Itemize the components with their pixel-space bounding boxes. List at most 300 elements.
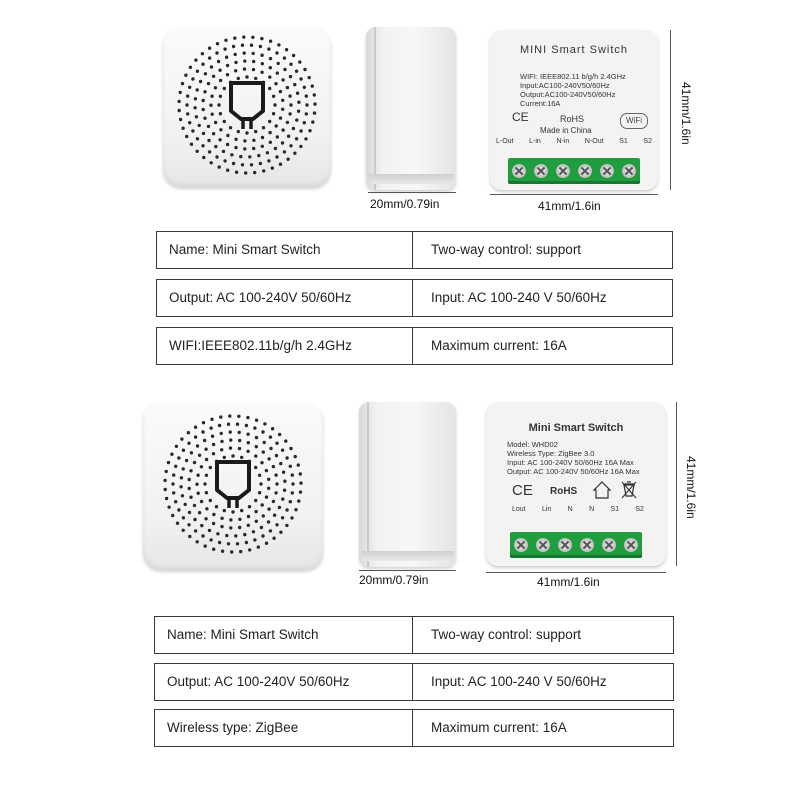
terminal-label: S2 [643,138,652,145]
speaker-hole [194,58,197,61]
speaker-hole [252,60,255,63]
speaker-hole [243,533,246,536]
speaker-hole [272,537,275,540]
speaker-dots-pattern [163,27,331,187]
speaker-hole [296,92,299,95]
speaker-hole [308,76,311,79]
speaker-hole [313,93,316,96]
speaker-hole [164,488,167,491]
screw-icon [558,538,572,552]
speaker-hole [305,112,308,115]
speaker-hole [196,444,199,447]
speaker-hole [268,87,271,90]
speaker-hole [214,121,217,124]
speaker-hole [285,456,288,459]
speaker-hole [202,156,205,159]
speaker-hole [185,459,188,462]
speaker-hole [229,430,232,433]
speaker-hole [230,550,233,553]
speaker-hole [198,124,201,127]
speaker-hole [235,171,238,174]
speaker-hole [269,66,272,69]
speaker-hole [205,474,208,477]
speaker-hole [204,517,207,520]
terminal-label: N [567,506,573,513]
speaker-hole [268,120,271,123]
speaker-hole [243,139,246,142]
speaker-hole [191,77,194,80]
speaker-hole [207,139,210,142]
speaker-hole [259,162,262,165]
speaker-hole [234,534,237,537]
screw-icon [536,538,550,552]
speaker-hole [236,423,239,426]
speaker-hole [261,136,264,139]
spec-cell: Input: AC 100-240 V 50/60Hz [412,663,674,701]
speaker-hole [174,465,177,468]
spec-cell: Two-way control: support [412,231,673,269]
speaker-hole [276,135,279,138]
speaker-hole [275,482,278,485]
speaker-hole [261,503,264,506]
speaker-hole [201,52,204,55]
speaker-hole [229,126,232,129]
house-icon [592,480,612,500]
speaker-hole [299,77,302,80]
speaker-hole [179,485,182,488]
speaker-hole [180,437,183,440]
speaker-hole [229,446,232,449]
screw-icon [602,538,616,552]
spec-cell: Output: AC 100-240V 50/60Hz [156,279,413,317]
speaker-hole [226,169,229,172]
speaker-hole [177,508,180,511]
speaker-hole [210,161,213,164]
speaker-hole [245,424,248,427]
speaker-hole [218,165,221,168]
speaker-hole [311,84,314,87]
speaker-hole [266,151,269,154]
speaker-hole [193,106,196,109]
speaker-hole [305,94,308,97]
speaker-hole [248,548,251,551]
speaker-hole [255,520,258,523]
speaker-hole [274,82,277,85]
back-label-specs: Model: WHD02 Wireless Type: ZigBee 3.0 Input: AC 100-240V 50/60Hz 16A Max Output: AC 100-240V 50/60Hz 16A Max [507,440,640,476]
speaker-hole [219,128,222,131]
speaker-hole [227,542,230,545]
speaker-hole [272,500,275,503]
speaker-hole [272,95,275,98]
speaker-hole [281,516,284,519]
speaker-hole [220,525,223,528]
speaker-hole [267,487,270,490]
speaker-hole [218,541,221,544]
speaker-hole [298,60,301,63]
speaker-hole [200,500,203,503]
speaker-hole [233,36,236,39]
speaker-hole [261,62,264,65]
speaker-hole [243,51,246,54]
speaker-hole [215,505,218,508]
speaker-hole [189,469,192,472]
speaker-hole [188,511,191,514]
spec-cell: Wireless type: ZigBee [154,709,413,747]
speaker-hole [198,454,201,457]
speaker-hole [268,75,271,78]
speaker-hole [214,145,217,148]
device-side-view [366,27,456,190]
back-label-title: Mini Smart Switch [528,422,624,434]
terminal-label: S1 [610,506,620,513]
speaker-hole [227,423,230,426]
speaker-hole [289,447,292,450]
device-back-view [490,30,658,190]
speaker-hole [202,132,205,135]
speaker-hole [273,103,276,106]
speaker-hole [209,426,212,429]
speaker-hole [265,495,268,498]
speaker-hole [308,129,311,132]
ce-mark: CE [512,482,533,499]
speaker-hole [248,155,251,158]
speaker-hole [289,103,292,106]
speaker-hole [247,524,250,527]
speaker-hole [197,492,200,495]
speaker-hole [267,520,270,523]
speaker-hole [231,510,234,513]
speaker-hole [277,62,280,65]
speaker-hole [283,489,286,492]
speaker-hole [267,507,270,510]
speaker-hole [223,456,226,459]
speaker-hole [260,37,263,40]
speaker-hole [234,53,237,56]
terminal-label: S1 [619,138,628,145]
speaker-hole [279,116,282,119]
speaker-hole [263,422,266,425]
speaker-hole [215,155,218,158]
speaker-hole [212,548,215,551]
speaker-hole [229,518,232,521]
speaker-hole [230,153,233,156]
speaker-hole [292,54,295,57]
speaker-hole [223,87,226,90]
speaker-hole [281,108,284,111]
speaker-hole [212,132,215,135]
speaker-hole [188,535,191,538]
speaker-hole [275,523,278,526]
speaker-hole [244,171,247,174]
speaker-hole [245,131,248,134]
speaker-hole [294,508,297,511]
speaker-hole [246,433,249,436]
speaker-hole [258,474,261,477]
speaker-hole [175,445,178,448]
speaker-hole [242,35,245,38]
speaker-hole [261,534,264,537]
speaker-hole [299,490,302,493]
speaker-hole [195,115,198,118]
speaker-hole [289,500,292,503]
speaker-hole [259,45,262,48]
speaker-hole [204,72,207,75]
screw-icon [600,164,614,178]
speaker-hole [194,529,197,532]
speaker-hole [279,462,282,465]
speaker-hole [205,491,208,494]
speaker-hole [299,472,302,475]
speaker-hole [238,439,241,442]
speaker-hole [238,526,241,529]
speaker-hole [209,466,212,469]
speaker-hole [275,51,278,54]
speaker-hole [202,99,205,102]
device-back-view [486,402,666,566]
speaker-hole [208,150,211,153]
speaker-hole [182,449,185,452]
speaker-hole [181,127,184,130]
terminal-labels [512,506,644,513]
height-dimension: 41mm/1.6in [679,82,693,145]
speaker-hole [259,482,262,485]
speaker-hole [250,163,253,166]
terminal-block [508,158,640,184]
speaker-hole [267,457,270,460]
speaker-hole [226,73,229,76]
speaker-hole [212,75,215,78]
speaker-hole [297,110,300,113]
device-side-view [359,402,456,567]
speaker-hole [291,473,294,476]
speaker-hole [287,135,290,138]
speaker-hole [177,100,180,103]
speaker-hole [273,514,276,517]
speaker-hole [254,130,257,133]
speaker-hole [190,143,193,146]
speaker-hole [187,442,190,445]
speaker-hole [171,482,174,485]
speaker-hole [193,518,196,521]
speaker-hole [205,458,208,461]
speaker-hole [182,467,185,470]
speaker-hole [185,135,188,138]
speaker-hole [252,530,255,533]
speaker-hole [294,455,297,458]
speaker-hole [313,102,316,105]
speaker-hole [201,430,204,433]
speaker-hole [209,538,212,541]
wifi-badge-icon: WiFi [620,113,648,129]
speaker-hole [289,144,292,147]
speaker-hole [258,491,261,494]
speaker-hole [186,94,189,97]
speaker-hole [254,454,257,457]
spec-cell: Maximum current: 16A [412,327,673,365]
speaker-hole [286,86,289,89]
ce-mark: CE [512,110,529,124]
speaker-hole [299,145,302,148]
speaker-hole [193,504,196,507]
speaker-hole [241,163,244,166]
speaker-hole [263,441,266,444]
speaker-hole [268,131,271,134]
screw-icon [556,164,570,178]
height-dimension: 41mm/1.6in [684,456,698,519]
screw-icon [534,164,548,178]
speaker-hole [275,124,278,127]
speaker-hole [174,500,177,503]
speaker-hole [202,421,205,424]
speaker-hole [260,461,263,464]
speaker-hole [246,450,249,453]
spec-cell: Two-way control: support [412,616,674,654]
speaker-hole [281,99,284,102]
speaker-hole [163,479,166,482]
made-in-label: Made in China [540,126,592,135]
speaker-hole [237,415,240,418]
speaker-hole [223,47,226,50]
screw-icon [624,538,638,552]
speaker-hole [245,541,248,544]
speaker-hole [204,448,207,451]
speaker-hole [293,83,296,86]
speaker-hole [286,158,289,161]
speaker-hole [180,476,183,479]
speaker-hole [208,529,211,532]
terminal-label: L-in [529,138,541,145]
speaker-hole [234,146,237,149]
speaker-hole [219,79,222,82]
rohs-mark: RoHS [560,114,585,124]
speaker-hole [179,91,182,94]
speaker-hole [274,473,277,476]
speaker-hole [295,70,298,73]
speaker-hole [232,45,235,48]
speaker-hole [208,47,211,50]
speaker-hole [276,71,279,74]
speaker-hole [201,144,204,147]
speaker-hole [207,82,210,85]
speaker-hole [289,465,292,468]
speaker-hole [196,137,199,140]
speaker-hole [303,86,306,89]
terminal-label: L-Out [496,138,514,145]
spec-cell: Input: AC 100-240 V 50/60Hz [412,279,673,317]
speaker-hole [260,54,263,57]
speaker-hole [177,456,180,459]
screw-icon [512,164,526,178]
speaker-hole [234,138,237,141]
speaker-hole [288,94,291,97]
speaker-hole [269,447,272,450]
speaker-hole [216,532,219,535]
speaker-hole [196,150,199,153]
speaker-hole [275,442,278,445]
speaker-hole [281,128,284,131]
terminal-label: Lout [512,506,526,513]
speaker-hole [257,545,260,548]
speaker-hole [216,42,219,45]
speaker-hole [265,469,268,472]
speaker-hole [200,524,203,527]
speaker-hole [221,550,224,553]
speaker-hole [232,162,235,165]
speaker-hole [252,52,255,55]
speaker-hole [289,75,292,78]
speaker-hole [191,129,194,132]
speaker-hole [253,538,256,541]
speaker-hole [299,129,302,132]
speaker-hole [288,112,291,115]
speaker-hole [231,454,234,457]
speaker-hole [283,480,286,483]
speaker-hole [181,494,184,497]
speaker-hole [211,113,214,116]
speaker-hole [251,36,254,39]
speaker-hole [267,47,270,50]
speaker-hole [279,163,282,166]
speaker-hole [279,90,282,93]
speaker-hole [283,150,286,153]
speaker-hole [254,510,257,513]
speaker-hole [218,138,221,141]
speaker-hole [167,506,170,509]
screw-icon [578,164,592,178]
spec-cell: Output: AC 100-240V 50/60Hz [154,663,413,701]
speaker-hole [297,463,300,466]
width-dimension: 41mm/1.6in [537,575,600,589]
speaker-hole [171,514,174,517]
speaker-hole [219,415,222,418]
speaker-hole [241,44,244,47]
speaker-hole [220,448,223,451]
speaker-hole [185,103,188,106]
speaker-hole [215,51,218,54]
speaker-hole [182,529,185,532]
speaker-hole [303,68,306,71]
speaker-hole [212,443,215,446]
speaker-hole [297,499,300,502]
speaker-hole [238,518,241,521]
speaker-hole [262,169,265,172]
speaker-hole [254,77,257,80]
speaker-hole [236,542,239,545]
speaker-hole [189,66,192,69]
speaker-hole [214,86,217,89]
speaker-hole [170,453,173,456]
speaker-hole [246,416,249,419]
speaker-hole [201,63,204,66]
speaker-hole [239,550,242,553]
speaker-hole [297,101,300,104]
speaker-hole [217,103,220,106]
speaker-hole [274,491,277,494]
bin-icon [620,480,638,500]
terminal-label: S2 [635,506,644,513]
speaker-hole [238,447,241,450]
speaker-hole [188,86,191,89]
speaker-hole [223,120,226,123]
speaker-hole [218,424,221,427]
speaker-hole [255,445,258,448]
speaker-hole [253,426,256,429]
speaker-hole [196,540,199,543]
speaker-hole [190,451,193,454]
speaker-hole [229,526,232,529]
speaker-hole [195,483,198,486]
rohs-mark: RoHS [550,486,578,497]
